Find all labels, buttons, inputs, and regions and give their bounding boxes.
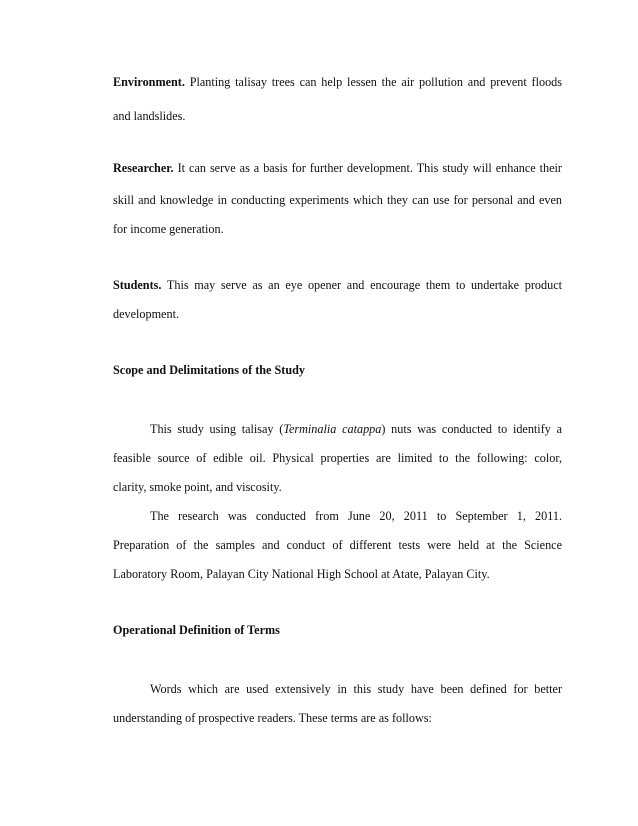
researcher-text-1: It can serve as a basis for further development. This study will enhance their — [177, 161, 562, 175]
environment-text-2: and landslides. — [113, 109, 186, 123]
scope-heading-text: Scope and Delimitations of the Study — [113, 363, 305, 377]
researcher-text-2: skill and knowledge in conducting experiments which they can use for personal and even — [113, 193, 562, 207]
researcher-text-3: for income generation. — [113, 222, 224, 236]
scope-p1-text-b: ) nuts was conducted to identify a — [381, 422, 562, 436]
researcher-line-2 — [113, 192, 562, 208]
scientific-name: Terminalia catappa — [283, 422, 382, 436]
students-line-1 — [113, 277, 562, 293]
students-label: Students. — [113, 278, 162, 292]
scope-p1-line-1 — [113, 421, 562, 437]
operational-text-1: Words which are used extensively in this study have been defined for better — [150, 682, 562, 696]
scope-p2-line-3 — [113, 566, 562, 582]
operational-text-2: understanding of prospective readers. These terms are as follows: — [113, 711, 432, 725]
scope-p1-text-3: clarity, smoke point, and viscosity. — [113, 480, 282, 494]
scope-p2-text-1: The research was conducted from June 20, 2011 to September 1, 2011. — [150, 509, 562, 523]
operational-line-2 — [113, 710, 562, 726]
researcher-line-1 — [113, 160, 562, 176]
environment-line-1 — [113, 74, 562, 90]
scope-p1-line-2 — [113, 450, 562, 466]
operational-line-1 — [113, 681, 562, 697]
researcher-label: Researcher. — [113, 161, 174, 175]
scope-p2-line-1 — [113, 508, 562, 524]
environment-line-2 — [113, 108, 562, 124]
students-text-1: This may serve as an eye opener and encourage them to undertake product — [166, 278, 562, 292]
environment-label: Environment. — [113, 75, 185, 89]
operational-heading — [113, 622, 562, 638]
scope-p2-text-2: Preparation of the samples and conduct of different tests were held at the Science — [113, 538, 562, 552]
students-text-2: development. — [113, 307, 179, 321]
scope-p2-line-2 — [113, 537, 562, 553]
environment-text-1: Planting talisay trees can help lessen the air pollution and prevent floods — [189, 75, 563, 89]
scope-p1-text-a: This study using talisay ( — [150, 422, 284, 436]
scope-p1-line-3 — [113, 479, 562, 495]
operational-heading-text: Operational Definition of Terms — [113, 623, 280, 637]
students-line-2 — [113, 306, 562, 322]
researcher-line-3 — [113, 221, 562, 237]
scope-p2-text-3: Laboratory Room, Palayan City National High School at Atate, Palayan City. — [113, 567, 490, 581]
scope-p1-text-2: feasible source of edible oil. Physical properties are limited to the following: color, — [113, 451, 562, 465]
scope-heading — [113, 362, 562, 378]
